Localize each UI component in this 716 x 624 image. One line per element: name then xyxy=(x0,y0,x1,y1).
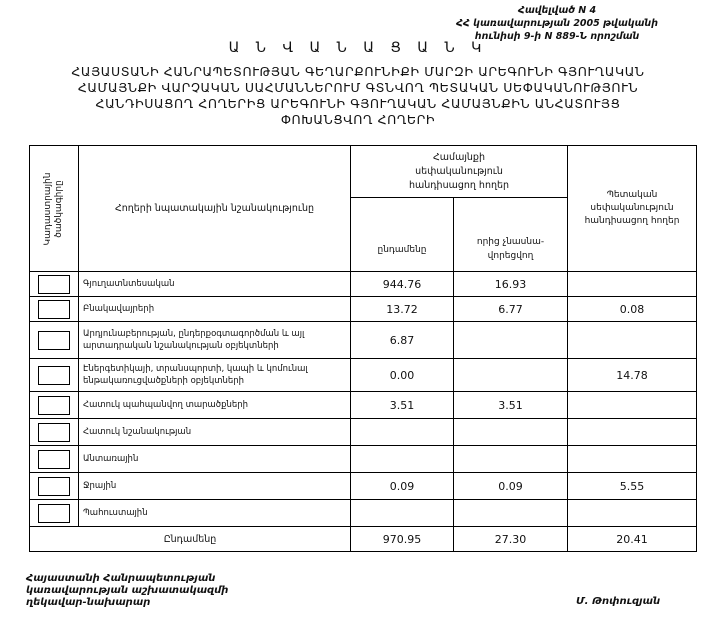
signatory-name: Մ. Թոփուզյան xyxy=(576,596,661,607)
land-table xyxy=(29,145,697,552)
code-box xyxy=(38,396,70,415)
document-title: Ա Ն Վ Ա Ն Ա Ց Ա Ն Կ xyxy=(228,40,488,56)
row-name: Գյուղատնտեսական xyxy=(79,272,351,297)
row-of-which xyxy=(454,322,568,359)
row-state: 5.55 xyxy=(568,473,697,500)
header-code-label: Կադաստրային ծածկագիրը xyxy=(43,172,64,245)
row-name: Պահուստային xyxy=(79,500,351,527)
signatory-line-3: ղեկավար-նախարար xyxy=(26,597,151,608)
row-total: 3.51 xyxy=(351,392,454,419)
row-of-which: 0.09 xyxy=(454,473,568,500)
signatory-line-2: կառավարության աշխատակազմի xyxy=(26,585,229,596)
table-row xyxy=(30,359,697,392)
row-state: 0.08 xyxy=(568,297,697,322)
appendix-line-1: Հավելված N 4 xyxy=(517,5,597,16)
signatory-line-1: Հայաստանի Հանրապետության xyxy=(26,573,216,584)
row-state xyxy=(568,419,697,446)
header-state-lands xyxy=(568,146,697,272)
subtitle-line-3: ՀԱՆԴԻՍԱՑՈՂ ՀՈՂԵՐԻՑ ԱՐԵԳՈՒՆԻ ԳՅՈՒՂԱԿԱՆ ՀԱՄԱՅՆՔԻՆ ԱՆՀԱՏՈՒՅՑ xyxy=(95,96,621,111)
code-cell xyxy=(30,297,79,322)
header-purpose: Հողերի նպատակային նշանակությունը xyxy=(79,146,351,272)
appendix-note xyxy=(456,4,658,43)
code-cell xyxy=(30,500,79,527)
row-total: 13.72 xyxy=(351,297,454,322)
header-community-label: Համայնքի սեփականություն հանդիսացող հողեր xyxy=(408,151,510,191)
row-name: Ջրային xyxy=(79,473,351,500)
table-row xyxy=(30,392,697,419)
code-cell xyxy=(30,322,79,359)
table-row xyxy=(30,446,697,473)
row-state: 14.78 xyxy=(568,359,697,392)
appendix-line-2: ՀՀ կառավարության 2005 թվականի xyxy=(456,18,658,29)
header-community-lands xyxy=(351,146,568,198)
table-row xyxy=(30,272,697,297)
signatory-title xyxy=(26,573,228,609)
totals-label: Ընդամենը xyxy=(30,527,351,552)
table-row xyxy=(30,419,697,446)
row-total xyxy=(351,446,454,473)
code-box xyxy=(38,300,70,319)
appendix-line-3: հունիսի 9-ի N 889-Ն որոշման xyxy=(474,31,640,42)
row-total: 6.87 xyxy=(351,322,454,359)
code-box xyxy=(38,275,70,294)
totals-row xyxy=(30,527,697,552)
row-state xyxy=(568,322,697,359)
row-of-which xyxy=(454,419,568,446)
table-row xyxy=(30,500,697,527)
code-cell xyxy=(30,359,79,392)
subtitle-line-2: ՀԱՄԱՅՆՔԻ ՎԱՐՉԱԿԱՆ ՍԱՀՄԱՆՆԵՐՈՒՄ ԳՏՆՎՈՂ ՊԵՏԱԿԱՆ ՍԵՓԱԿԱՆՈՒԹՅՈՒՆ xyxy=(77,80,639,95)
code-box xyxy=(38,366,70,385)
header-of-which-label: որից չնասնա-վորեցվող xyxy=(476,237,545,261)
row-total xyxy=(351,419,454,446)
code-box xyxy=(38,423,70,442)
document-subtitle xyxy=(20,64,696,128)
table-row xyxy=(30,322,697,359)
code-box xyxy=(38,450,70,469)
row-of-which: 3.51 xyxy=(454,392,568,419)
row-state xyxy=(568,500,697,527)
totals-state: 20.41 xyxy=(568,527,697,552)
row-of-which: 6.77 xyxy=(454,297,568,322)
header-code xyxy=(30,146,79,272)
totals-of-which: 27.30 xyxy=(454,527,568,552)
code-cell xyxy=(30,392,79,419)
row-name: Հատուկ նշանակության xyxy=(79,419,351,446)
row-of-which xyxy=(454,446,568,473)
code-cell xyxy=(30,473,79,500)
code-box xyxy=(38,331,70,350)
code-cell xyxy=(30,419,79,446)
row-state xyxy=(568,272,697,297)
row-total: 944.76 xyxy=(351,272,454,297)
row-name: Արդյունաբերության, ընդերքօգտագործման և այլ արտադրական նշանակության օբյեկտների xyxy=(79,322,351,359)
row-name: Էներգետիկայի, տրանսպորտի, կապի և կոմունալ ենթակառուցվածքների օբյեկտների xyxy=(79,359,351,392)
row-of-which: 16.93 xyxy=(454,272,568,297)
totals-total: 970.95 xyxy=(351,527,454,552)
row-state xyxy=(568,392,697,419)
row-total: 0.09 xyxy=(351,473,454,500)
row-of-which xyxy=(454,500,568,527)
table-row xyxy=(30,297,697,322)
row-total: 0.00 xyxy=(351,359,454,392)
code-box xyxy=(38,477,70,496)
code-box xyxy=(38,504,70,523)
row-name: Բնակավայրերի xyxy=(79,297,351,322)
subtitle-line-1: ՀԱՅԱՍՏԱՆԻ ՀԱՆՐԱՊԵՏՈՒԹՅԱՆ ԳԵՂԱՐՔՈՒՆԻՔԻ ՄԱՐԶԻ ԱՐԵԳՈՒՆԻ ԳՅՈՒՂԱԿԱՆ xyxy=(71,64,645,79)
row-name: Անտառային xyxy=(79,446,351,473)
subtitle-line-4: ՓՈԽԱՆՑՎՈՂ ՀՈՂԵՐԻ xyxy=(280,112,436,127)
row-of-which xyxy=(454,359,568,392)
row-name: Հատուկ պահպանվող տարածքների xyxy=(79,392,351,419)
code-cell xyxy=(30,446,79,473)
header-of-which xyxy=(454,198,568,272)
table-row xyxy=(30,473,697,500)
header-state-label: Պետական սեփականություն հանդիսացող հողեր xyxy=(584,190,680,226)
row-state xyxy=(568,446,697,473)
code-cell xyxy=(30,272,79,297)
row-total xyxy=(351,500,454,527)
header-total: ընդամենը xyxy=(351,198,454,272)
